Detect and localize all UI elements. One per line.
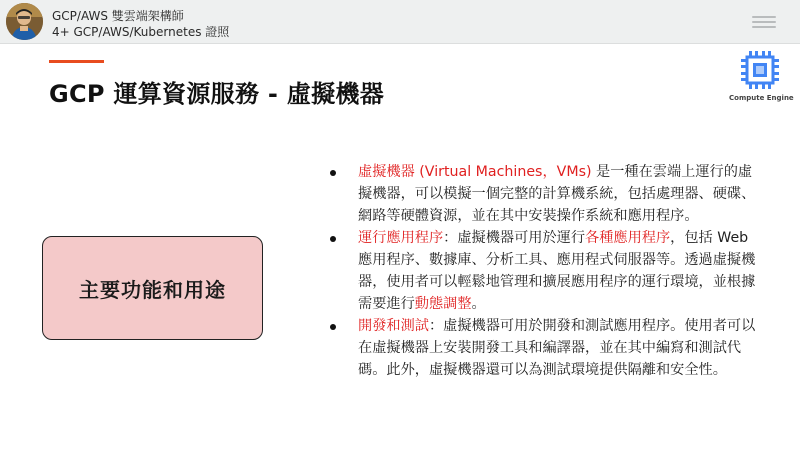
bullet-item-run-applications <box>330 227 760 315</box>
bullet-item-virtual-machines <box>330 161 760 227</box>
bullet-dot-icon <box>330 236 336 242</box>
bullet-text: 是一種在雲端上運行的虛擬機器，可以模擬一個完整的計算機系統，包括處理器、硬碟、網路等硬體資源，並在其中安裝操作系統和應用程序。 <box>358 164 756 224</box>
compute-engine-icon <box>739 49 781 91</box>
bullet-text: ，包括 Web 應用程序、數據庫、分析工具、應用程式伺服器等。透過虛擬機器，使用者可以輕鬆地管理和擴展應用程序的運行環境，並根據需要進行 <box>358 230 756 312</box>
highlight-term: 各種應用程序 <box>585 230 671 246</box>
slide-canvas <box>0 45 800 449</box>
bullet-text: 。 <box>471 296 486 312</box>
compute-engine-label: Compute Engine <box>729 94 794 102</box>
highlight-term: 動態調整 <box>414 296 472 312</box>
highlight-term: 虛擬機器 (Virtual Machines，VMs) <box>358 164 592 180</box>
author-certifications: 4+ GCP/AWS/Kubernetes 證照 <box>52 25 230 39</box>
avatar[interactable] <box>6 3 43 40</box>
bullet-list <box>330 161 760 381</box>
bullet-text: ：虛擬機器可用於運行 <box>443 230 586 246</box>
highlight-term: 運行應用程序 <box>358 230 444 246</box>
highlight-term: 開發和測試 <box>358 318 429 334</box>
bullet-dot-icon <box>330 324 336 330</box>
header-bar <box>0 0 800 44</box>
title-accent-line <box>49 60 104 63</box>
feature-box-label: 主要功能和用途 <box>79 277 226 302</box>
bullet-item-dev-and-test <box>330 315 760 381</box>
feature-box <box>42 236 263 340</box>
author-title: GCP/AWS 雙雲端架構師 <box>52 9 184 23</box>
bullet-dot-icon <box>330 170 336 176</box>
bullet-text: ：虛擬機器可用於開發和測試應用程序。使用者可以在虛擬機器上安裝開發工具和編譯器，並在其中編寫和測試代碼。此外，虛擬機器還可以為測試環境提供隔離和安全性。 <box>358 318 756 378</box>
hamburger-menu-icon[interactable] <box>752 14 776 30</box>
slide-title: GCP 運算資源服務 - 虛擬機器 <box>49 80 385 108</box>
